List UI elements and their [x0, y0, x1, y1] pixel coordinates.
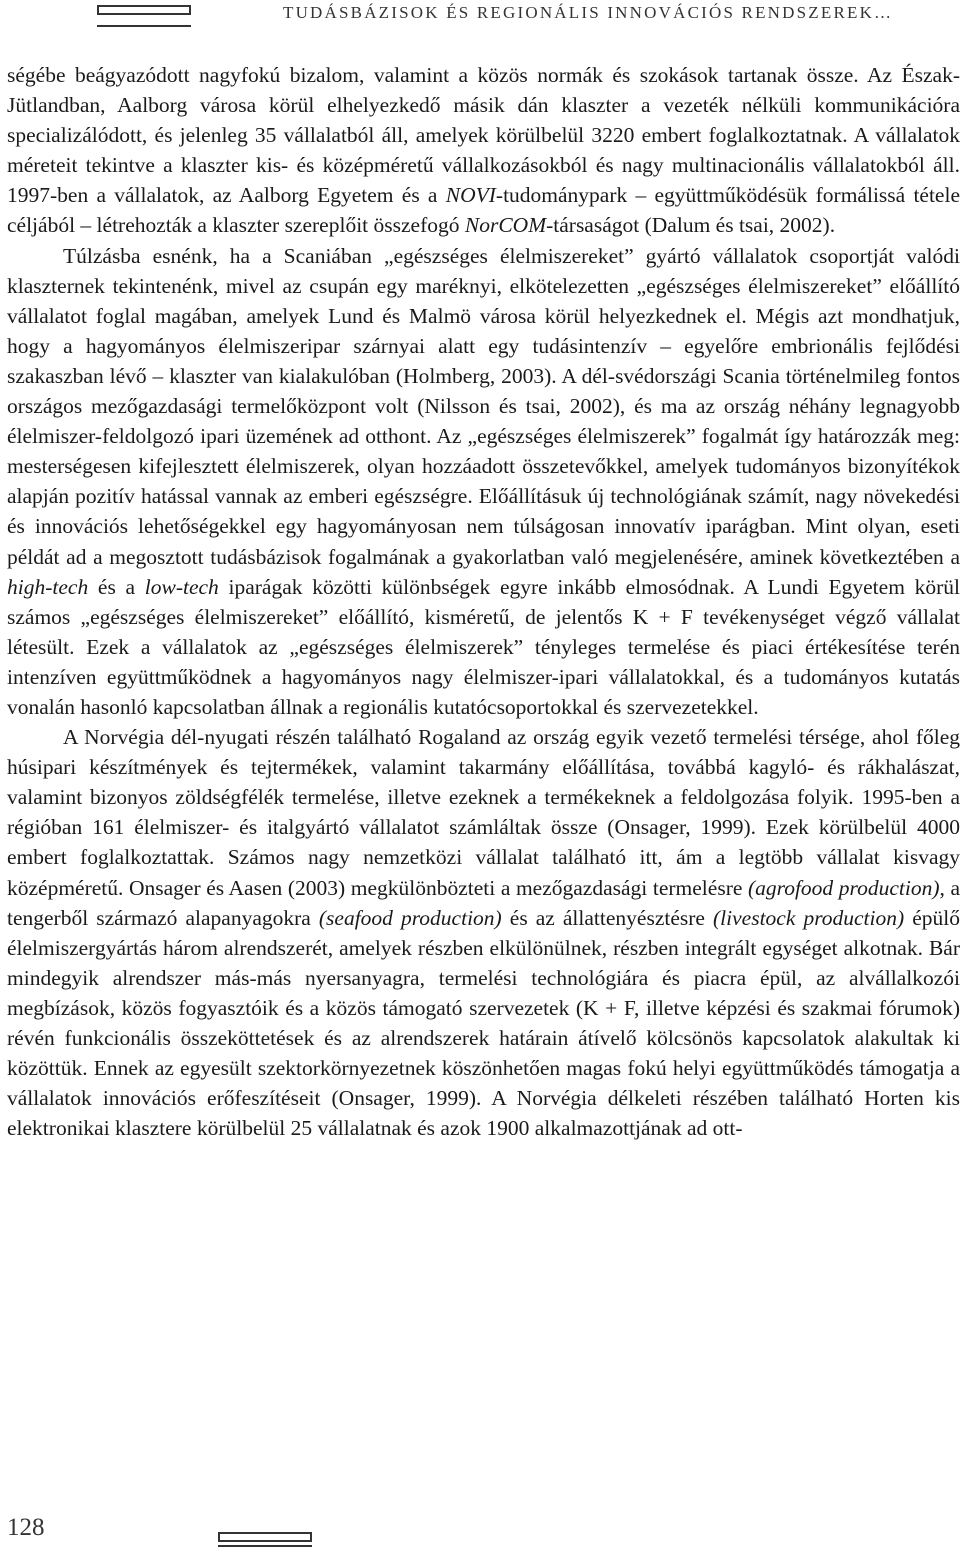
text-run: iparágak közötti különbségek egyre inkább elmosódnak. A Lundi Egyetem körül számos „egészséges élelmiszereket” előállító, kisméretű, de jelentős K + F tevékenységet végző vállalat létesült. Ezek a vállalatok az „egészséges élelmiszerek” tényleges termelése és piaci értékesítése terén intenzíven együttműködnek a hagyományos nagy élelmiszer-ipari vállalatokkal, és a tudományos kutatás vonalán hasonló kapcsolatban állnak a regionális kutatócsoportokkal és szervezetekkel. [7, 574, 960, 719]
header-ornament-line [97, 25, 191, 27]
text-run: -társaságot (Dalum és tsai, 2002). [546, 213, 836, 238]
text-run: és az állattenyésztésre [501, 905, 714, 930]
text-run: , a tengerből származó alapanyagokra [7, 875, 960, 930]
italic-term: NorCOM [464, 213, 547, 238]
running-head: TUDÁSBÁZISOK ÉS REGIONÁLIS INNOVÁCIÓS RENDSZEREK… [283, 3, 894, 22]
italic-term: low-tech [144, 574, 219, 599]
italic-term: NOVI [445, 183, 496, 208]
body-text [7, 60, 960, 1143]
text-run: és a [88, 574, 145, 599]
footer-ornament-line [218, 1545, 312, 1547]
paragraph [7, 241, 960, 723]
text-run: Túlzásba esnénk, ha a Scaniában „egészséges élelmiszereket” gyártó vállalatok csoportját valódi klaszternek tekintenénk, mivel az csupán egy maréknyi, elkötelezetten „egészséges élelmiszereket” előállító vállalatot foglal magában, amelyek Lund és Malmö városa körül helyezkednek el. Mégis azt mondhatjuk, hogy a hagyományos élelmiszeripar szárnyai alatt egy tudásintenzív – egyelőre embrionális fejlődési szakaszban lévő – klaszter van kialakulóban (Holmberg, 2003). A dél-svédországi Scania történelmileg fontos országos mezőgazdasági termelőközpont volt (Nilsson és tsai, 2002), és ma az ország néhány legnagyobb élelmiszer-feldolgozó ipari üzemének ad otthont. Az „egészséges élelmiszerek” fogalmát így határozzák meg: mesterségesen kifejlesztett élelmiszerek, olyan hozzáadott összetevőkkel, amelyek tudományos bizonyítékok alapján pozitív hatással vannak az emberi egészségre. Előállításuk új technológiának számít, nagy növekedési és innovációs lehetőségekkel egy hagyományosan nem túlságosan innovatív iparágban. Mint olyan, eseti példát ad a megosztott tudásbázisok fogalmának a gyakorlatban való megjelenésére, aminek következtében a [7, 243, 960, 569]
page-number: 128 [7, 1514, 45, 1541]
text-run: -tudománypark – együttműködésük formálissá tétele céljából – létrehozták a klaszter szereplőit összefogó [7, 183, 960, 238]
italic-term: (livestock production) [713, 905, 905, 930]
italic-term: high-tech [7, 574, 89, 599]
paragraph [7, 722, 960, 1143]
header-ornament-box [97, 5, 191, 15]
italic-term: (agrofood production) [747, 875, 940, 900]
paragraph [7, 60, 960, 241]
text-run: ségébe beágyazódott nagyfokú bizalom, valamint a közös normák és szokások tartanak össze. Az Észak-Jütlandban, Aalborg városa körül elhelyezkedő másik dán klaszter a vezeték nélküli kommunikációra specializálódott, és jelenleg 35 vállalatból áll, amelyek körülbelül 3220 embert foglalkoztatnak. A vállalatok méreteit tekintve a klaszter kis- és középméretű vállalkozásokból és nagy multinacionális vállalatokból áll. 1997-ben a vállalatok, az Aalborg Egyetem és a [7, 63, 960, 208]
text-run: épülő élelmiszergyártás három alrendszerét, amelyek részben elkülönülnek, részben integrált egységet alkotnak. Bár mindegyik alrendszer más-más nyersanyagra, termelési technológiára és piacra épül, az alvállalkozói megbízások, közös fogyasztóik és a közös támogató szervezetek (K + F, illetve képzési és szakmai fórumok) révén funkcionális összeköttetések és az alrendszerek határain átívelő kölcsönös kapcsolatok alakultak ki közöttük. Ennek az egyesült szektorkörnyezetnek köszönhetően magas fokú helyi együttműködés támogatja a vállalatok innovációs erőfeszítéseit (Onsager, 1999). A Norvégia délkeleti részében található Horten kis elektronikai klasztere körülbelül 25 vállalatnak és azok 1900 alkalmazottjának ad ott- [7, 905, 960, 1141]
text-run: A Norvégia dél-nyugati részén található Rogaland az ország egyik vezető termelési térsége, ahol főleg húsipari készítmények és tejtermékek, valamint takarmány előállítása, továbbá kagyló- és rákhalászat, valamint bizonyos zöldségfélék termelése, illetve ezeknek a termékeknek a feldolgozása folyik. 1995-ben a régióban 161 élelmiszer- és italgyártó vállalatot számláltak össze (Onsager, 1999). Ezek körülbelül 4000 embert foglalkoztattak. Számos nagy nemzetközi vállalat található itt, ám a legtöbb vállalat kisvagy középméretű. Onsager és Aasen (2003) megkülönbözteti a mezőgazdasági termelésre [7, 725, 960, 900]
footer-ornament-box [218, 1532, 312, 1542]
italic-term: (seafood production) [318, 905, 502, 930]
